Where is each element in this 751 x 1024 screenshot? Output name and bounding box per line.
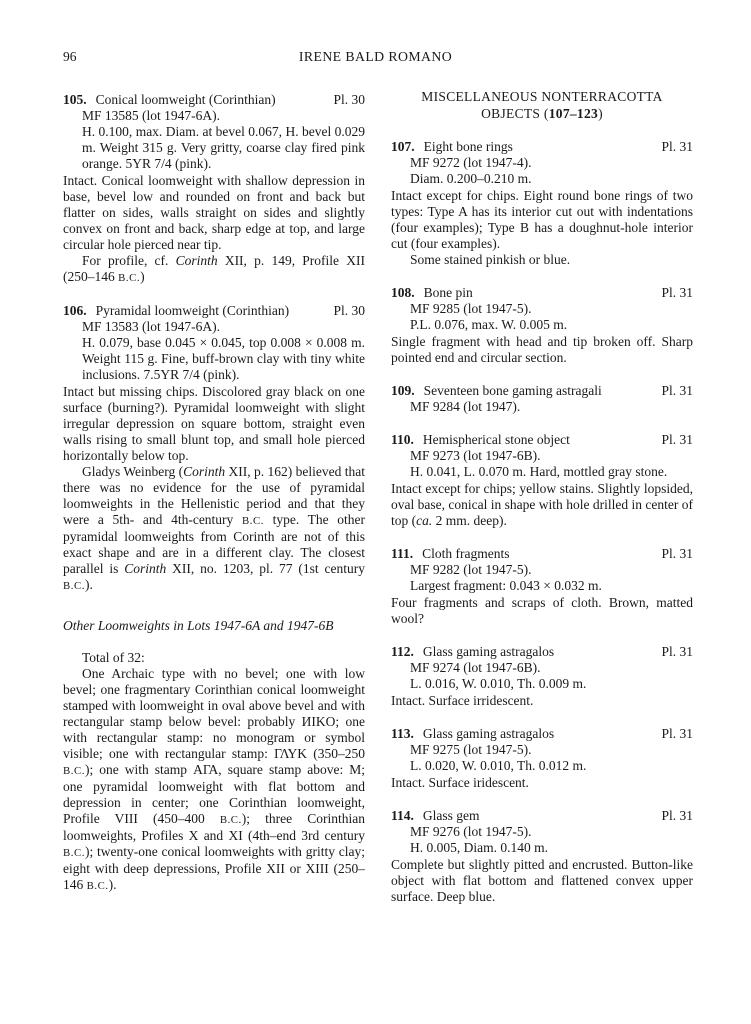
entry-id-line: MF 13583 (lot 1947-6A).	[82, 319, 220, 334]
plate-reference: Pl. 30	[333, 92, 365, 107]
entry-108-header	[391, 285, 693, 301]
entry-number: 114.	[391, 808, 414, 823]
entry-title: Seventeen bone gaming astragali	[423, 383, 602, 398]
plate-reference: Pl. 31	[661, 644, 693, 659]
entry-dimensions: L. 0.016, W. 0.010, Th. 0.009 m.	[410, 676, 587, 691]
plate-reference: Pl. 31	[661, 808, 693, 823]
entry-111-header	[391, 546, 693, 562]
entry-description: Four fragments and scraps of cloth. Brown, matted wool?	[391, 595, 693, 626]
left-column	[63, 92, 365, 894]
entry-112-header	[391, 644, 693, 660]
entry-id-line: MF 13585 (lot 1947-6A).	[82, 108, 220, 123]
plate-reference: Pl. 31	[661, 546, 693, 561]
entry-id-line: MF 9282 (lot 1947-5).	[410, 562, 532, 577]
entry-109	[391, 383, 693, 415]
entry-title: Conical loomweight (Corinthian)	[95, 92, 276, 107]
entry-id-line: MF 9284 (lot 1947).	[410, 399, 521, 414]
entry-title: Pyramidal loomweight (Corinthian)	[95, 303, 290, 318]
entry-number: 111.	[391, 546, 414, 561]
entry-description: Intact. Surface iridescent.	[391, 775, 529, 790]
entry-title: Glass gaming astragalos	[422, 644, 555, 659]
entry-112	[391, 644, 693, 709]
summary-paragraph: One Archaic type with no bevel; one with low bevel; one fragmentary Corinthian conical loomweight stamped with loomweight in oval above bevel and with rectangular stamp below bevel: probably ИIKO; one with rectangular stamp: no monogram or symbol visible; one with rectangular stamp: ΓΛΥΚ (350–250 B.C.); one with stamp ΑΓΑ, square stamp above: M; one pyramidal loomweight with flat bottom and depression in center; one Corinthian loomweight, Profile VIII (450–400 B.C.); three Corinthian loomweights, Profiles X and XI (4th–end 3rd century B.C.); twenty-one conical loomweights with gritty clay; eight with deep depressions, Profile XII or XIII (250–146 B.C.).	[63, 666, 365, 892]
section-heading-line1: MISCELLANEOUS NONTERRACOTTA	[421, 89, 663, 104]
total-line: Total of 32:	[82, 650, 145, 665]
entry-description: Single fragment with head and tip broken off. Sharp pointed end and circular section.	[391, 334, 693, 365]
section-heading	[391, 88, 693, 122]
entry-description: Intact but missing chips. Discolored gray black on one surface (burning?). Pyramidal loomweight with slight irregular depression on square bottom, straight even walls rising to small blunt top, and small hole pierced horizontally below top.	[63, 384, 365, 463]
right-column	[391, 88, 693, 905]
entry-114	[391, 808, 693, 905]
entry-number: 112.	[391, 644, 414, 659]
entry-id-line: MF 9276 (lot 1947-5).	[410, 824, 532, 839]
plate-reference: Pl. 31	[661, 726, 693, 741]
entry-109-header	[391, 383, 693, 399]
entry-111	[391, 546, 693, 627]
entry-number: 109.	[391, 383, 415, 398]
entry-105	[63, 92, 365, 286]
entry-description: Intact except for chips; yellow stains. Slightly lopsided, oval base, conical in shape with hole drilled in center of top (ca. 2 mm. deep).	[391, 481, 693, 528]
entry-114-header	[391, 808, 693, 824]
entry-number: 105.	[63, 92, 87, 107]
entry-title: Hemispherical stone object	[422, 432, 570, 447]
entry-description: Intact except for chips. Eight round bone rings of two types: Type A has its interior cut out with indentations (four examples); Type B has a doughnut-hole interior cut (four examples).	[391, 188, 693, 251]
entry-title: Eight bone rings	[423, 139, 513, 154]
entry-105-header	[63, 92, 365, 108]
entry-dimensions: H. 0.041, L. 0.070 m. Hard, mottled gray stone.	[410, 464, 668, 479]
entry-id-line: MF 9272 (lot 1947-4).	[410, 155, 532, 170]
entry-description: Complete but slightly pitted and encrusted. Button-like object with flat bottom and flattened convex upper surface. Deep blue.	[391, 857, 693, 904]
entry-title: Glass gem	[422, 808, 480, 823]
plate-reference: Pl. 31	[661, 383, 693, 398]
entry-id-line: MF 9275 (lot 1947-5).	[410, 742, 532, 757]
page-number: 96	[63, 49, 77, 64]
entry-dimensions: L. 0.020, W. 0.010, Th. 0.012 m.	[410, 758, 587, 773]
entry-dimensions: P.L. 0.076, max. W. 0.005 m.	[410, 317, 568, 332]
entry-dimensions: Largest fragment: 0.043 × 0.032 m.	[410, 578, 602, 593]
plate-reference: Pl. 31	[661, 285, 693, 300]
entry-106-header	[63, 303, 365, 319]
entry-number: 113.	[391, 726, 414, 741]
entry-reference: For profile, cf. Corinth XII, p. 149, Profile XII (250–146 B.C.)	[63, 253, 365, 284]
entry-id-line: MF 9274 (lot 1947-6B).	[410, 660, 541, 675]
entry-id-line: MF 9273 (lot 1947-6B).	[410, 448, 541, 463]
entry-107-header	[391, 139, 693, 155]
entry-dimensions: H. 0.079, base 0.045 × 0.045, top 0.008 × 0.008 m. Weight 115 g. Fine, buff-brown clay with tiny white inclusions. 7.5YR 7/4 (pink).	[82, 335, 365, 382]
entry-113	[391, 726, 693, 791]
running-head: IRENE BALD ROMANO	[298, 49, 453, 64]
plate-reference: Pl. 31	[661, 432, 693, 447]
entry-dimensions: H. 0.005, Diam. 0.140 m.	[410, 840, 548, 855]
plate-reference: Pl. 30	[333, 303, 365, 318]
entry-discussion: Gladys Weinberg (Corinth XII, p. 162) believed that there was no evidence for the use of pyramidal loomweights in the Hellenistic period and that they were a 5th- and 4th-century B.C. type. The other pyramidal loomweights from Corinth are not of this exact shape and are in a different clay. The closest parallel is Corinth XII, no. 1203, pl. 77 (1st century B.C.).	[63, 464, 366, 592]
entry-dimensions: Diam. 0.200–0.210 m.	[410, 171, 532, 186]
section-heading-line2: OBJECTS (107–123)	[481, 106, 603, 121]
entry-113-header	[391, 726, 693, 742]
entry-description: Intact. Conical loomweight with shallow depression in base, bevel low and rounded on front and back but flatter on sides, walls straight on sides and slightly convex on front and back, sharp edge at top, and large circular hole pierced near tip.	[63, 173, 365, 252]
entry-number: 110.	[391, 432, 414, 447]
entry-107	[391, 139, 693, 268]
section-subheading: Other Loomweights in Lots 1947-6A and 1947-6B	[63, 618, 334, 633]
entry-description: Intact. Surface irridescent.	[391, 693, 534, 708]
plate-reference: Pl. 31	[661, 139, 693, 154]
entry-110	[391, 432, 693, 529]
entry-110-header	[391, 432, 693, 448]
entry-dimensions: H. 0.100, max. Diam. at bevel 0.067, H. bevel 0.029 m. Weight 315 g. Very gritty, coarse clay fired pink orange. 5YR 7/4 (pink).	[82, 124, 365, 171]
entry-id-line: MF 9285 (lot 1947-5).	[410, 301, 532, 316]
entry-number: 107.	[391, 139, 415, 154]
entry-106	[63, 303, 365, 594]
entry-number: 106.	[63, 303, 87, 318]
entry-title: Cloth fragments	[422, 546, 510, 561]
entry-108	[391, 285, 693, 366]
entry-note: Some stained pinkish or blue.	[410, 252, 571, 267]
entry-number: 108.	[391, 285, 415, 300]
entry-title: Glass gaming astragalos	[422, 726, 555, 741]
entry-title: Bone pin	[423, 285, 473, 300]
